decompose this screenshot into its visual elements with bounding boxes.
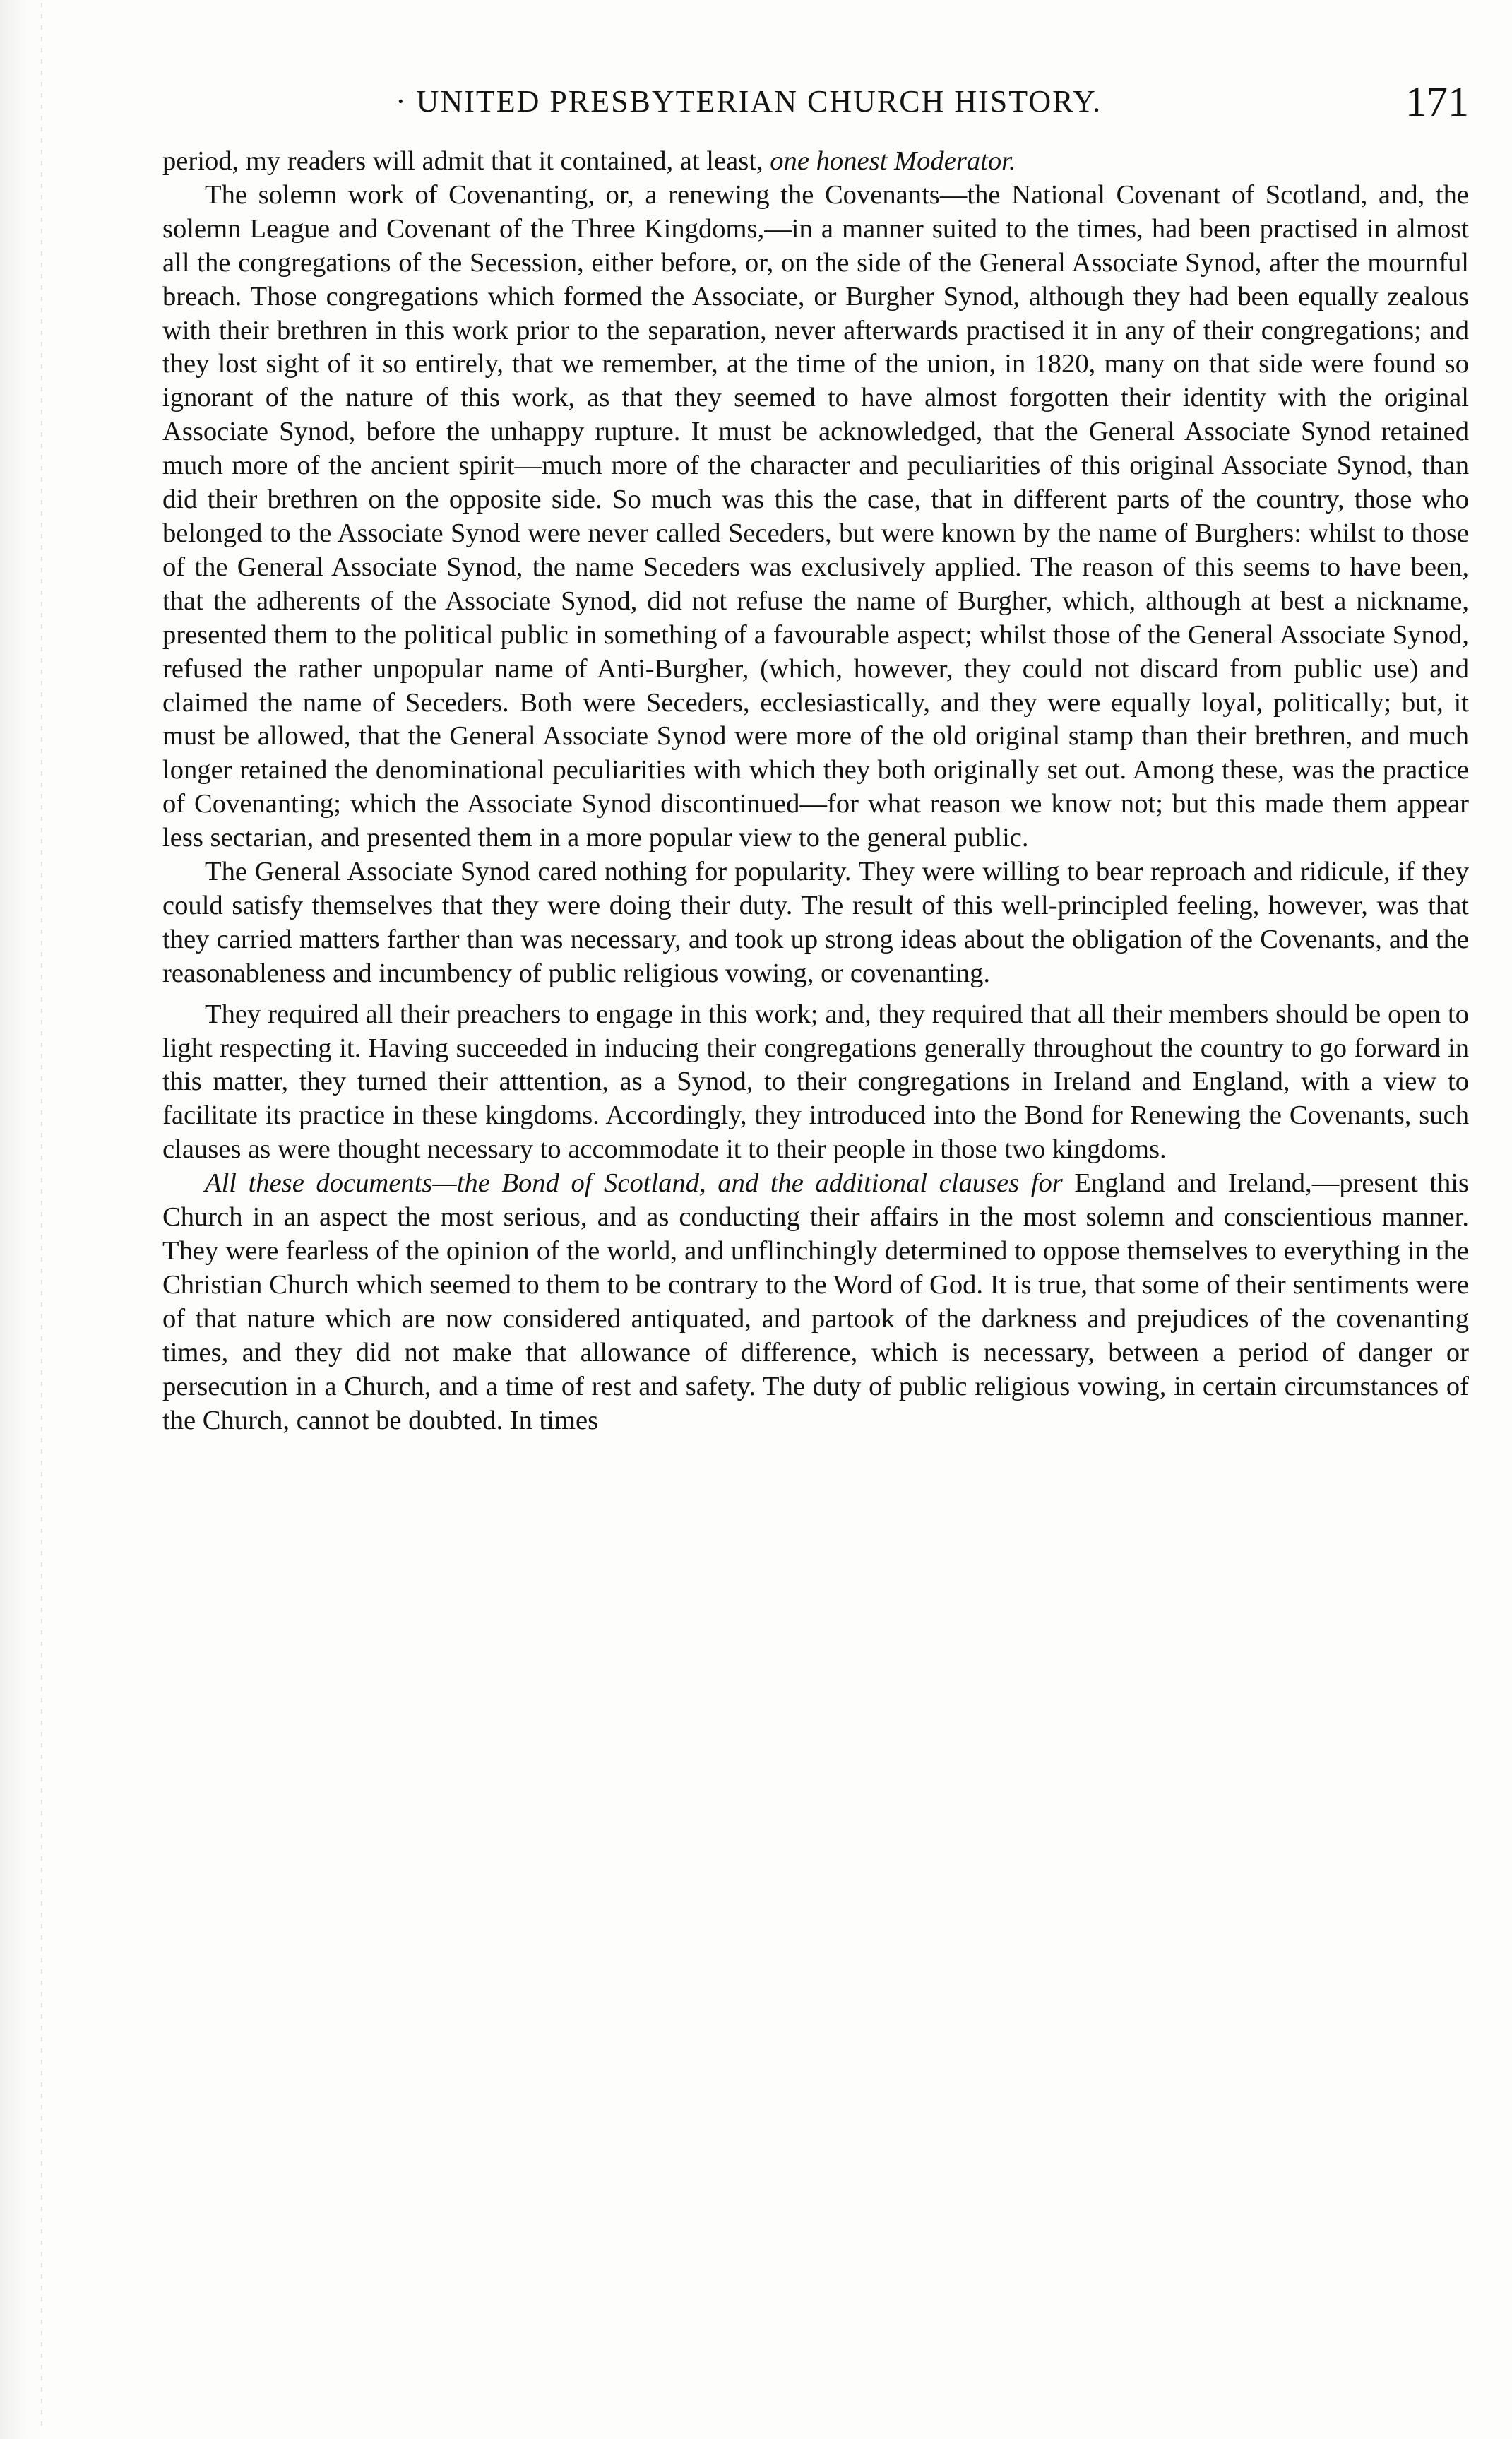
- paragraph-text: England and Ireland,—present this Church in an aspect the most serious, and as conducting their affairs in the most solemn and conscientious manner. They were fearless of the opinion of the world, and unflinchingly determined to oppose themselves to everything in the Christian Church which seemed to them to be contrary to the Word of God. It is true, that some of their sentiments were of that nature which are now considered antiquated, and partook of the darkness and prejudices of the covenanting times, and they did not make that allowance of difference, which is necessary, between a period of danger or persecution in a Church, and a time of rest and safety. The duty of public religious vowing, in certain circumstances of the Church, cannot be doubted. In times: [162, 1168, 1469, 1435]
- paragraph-preachers: They required all their preachers to engage in this work; and, they required that all their members should be open to light respecting it. Having succeeded in inducing their congregations generally throughout the country to go forward in this matter, they turned their atttention, as a Synod, to their congregations in Ireland and England, with a view to facilitate its practice in these kingdoms. Accordingly, they introduced into the Bond for Renewing the Covenants, such clauses as were thought necessary to accommodate it to their people in those two kingdoms.: [162, 999, 1469, 1165]
- page-number: 171: [1405, 78, 1469, 125]
- paragraph-text: period, my readers will admit that it contained, at least,: [162, 146, 763, 176]
- italic-phrase: one honest Moderator.: [770, 146, 1016, 176]
- paragraph-covenanting: The solemn work of Covenanting, or, a renewing the Covenants—the National Covenant of Scotland, and, the solemn League and Covenant of the Three Kingdoms,—in a manner suited to the times, had been practised in almost all the congregations of the Secession, either before, or, on the side of the General Associate Synod, after the mournful breach. Those congregations which formed the Associate, or Burgher Synod, although they had been equally zealous with their brethren in this work prior to the separation, never afterwards practised it in any of their congregations; and they lost sight of it so entirely, that we remember, at the time of the union, in 1820, many on that side were found so ignorant of the nature of this work, as that they seemed to have almost forgotten their identity with the original Associate Synod, before the unhappy rupture. It must be acknowledged, that the General Associate Synod retained much more of the ancient spirit—much more of the character and peculiarities of this original Associate Synod, than did their brethren on the opposite side. So much was this the case, that in different parts of the country, those who belonged to the Associate Synod were never called Seceders, but were known by the name of Burghers: whilst to those of the General Associate Synod, the name Seceders was exclusively applied. The reason of this seems to have been, that the adherents of the Associate Synod, did not refuse the name of Burgher, which, although at best a nickname, presented them to the political public in something of a favourable aspect; whilst those of the General Associate Synod, refused the rather unpopular name of Anti-Burgher, (which, however, they could not discard from public use) and claimed the name of Seceders. Both were Seceders, ecclesiastically, and they were equally loyal, politically; but, it must be allowed, that the General Associate Synod were more of the old original stamp than their brethren, and much longer retained the denominational peculiarities with which they both originally set out. Among these, was the practice of Covenanting; which the Associate Synod discontinued—for what reason we know not; but this made them appear less sectarian, and presented them in a more popular view to the general public.: [162, 179, 1469, 853]
- running-title: · UNITED PRESBYTERIAN CHURCH HISTORY.: [395, 84, 1102, 119]
- paragraph-continuation: [162, 145, 1469, 179]
- paragraph-general-synod: The General Associate Synod cared nothing for popularity. They were willing to bear reproach and ridicule, if they could satisfy themselves that they were doing their duty. The result of this well-principled feeling, however, was that they carried matters farther than was necessary, and took up strong ideas about the obligation of the Covenants, and the reasonableness and incumbency of public religious vowing, or covenanting.: [162, 857, 1469, 988]
- paragraph-documents: [162, 1167, 1469, 1437]
- body-text: [162, 145, 1469, 1437]
- running-header: [162, 78, 1469, 134]
- scanned-binding-edge: [0, 0, 42, 2439]
- italic-lead: All these documents—the Bond of Scotland, and the additional clauses for: [205, 1168, 1063, 1199]
